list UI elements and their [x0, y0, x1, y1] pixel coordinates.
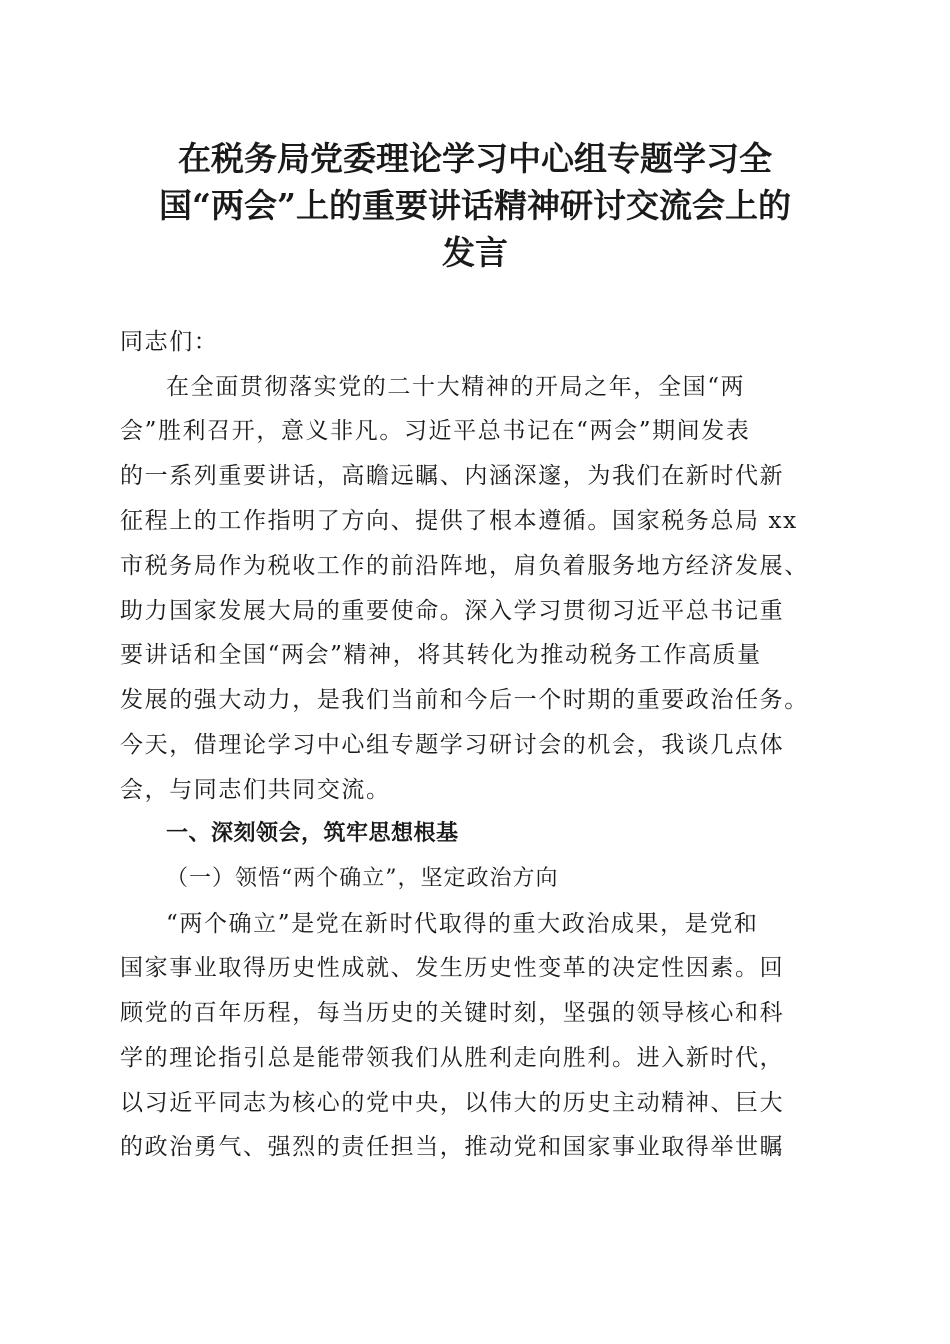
paragraph-line: 会”胜利召开，意义非凡。习近平总书记在“两会”期间发表 [120, 418, 751, 444]
paragraph-line: 顾党的百年历程，每当历史的关键时刻，坚强的领导核心和科 [120, 1000, 785, 1026]
paragraph-line: “两个确立”是党在新时代取得的重大政治成果，是党和 [166, 911, 759, 937]
paragraph-line: 征程上的工作指明了方向、提供了根本遵循。国家税务总局 xx [120, 508, 798, 534]
paragraph-line: 的政治勇气、强烈的责任担当，推动党和国家事业取得举世瞩 [120, 1134, 785, 1160]
paragraph-line: 助力国家发展大局的重要使命。深入学习贯彻习近平总书记重 [120, 598, 785, 624]
document-title [110, 135, 840, 276]
paragraph-line: 要讲话和全国“两会”精神，将其转化为推动税务工作高质量 [120, 642, 762, 668]
paragraph-line: 在全面贯彻落实党的二十大精神的开局之年，全国“两 [166, 374, 746, 400]
subsection-heading: （一）领悟“两个确立”，坚定政治方向 [166, 866, 559, 891]
paragraph-line: 国家事业取得历史性成就、发生历史性变革的决定性因素。回 [120, 955, 785, 981]
paragraph-line: 会，与同志们共同交流。 [120, 777, 391, 803]
section-heading: 一、深刻领会，筑牢思想根基 [166, 821, 459, 846]
title-line: 发言 [442, 233, 508, 272]
paragraph-line: 学的理论指引总是能带领我们从胜利走向胜利。进入新时代， [120, 1045, 785, 1071]
paragraph-line: 发展的强大动力，是我们当前和今后一个时期的重要政治任务。 [120, 687, 809, 713]
paragraph-line: 今天，借理论学习中心组专题学习研讨会的机会，我谈几点体 [120, 732, 785, 758]
salutation: 同志们： [120, 329, 219, 355]
title-line: 国“两会”上的重要讲话精神研讨交流会上的 [159, 186, 791, 225]
paragraph-line: 市税务局作为税收工作的前沿阵地，肩负着服务地方经济发展、 [120, 553, 809, 579]
title-line: 在税务局党委理论学习中心组专题学习全 [178, 139, 772, 178]
paragraph-line: 的一系列重要讲话，高瞻远瞩、内涵深邃，为我们在新时代新 [120, 463, 785, 489]
paragraph-line: 以习近平同志为核心的党中央，以伟大的历史主动精神、巨大 [120, 1090, 785, 1116]
